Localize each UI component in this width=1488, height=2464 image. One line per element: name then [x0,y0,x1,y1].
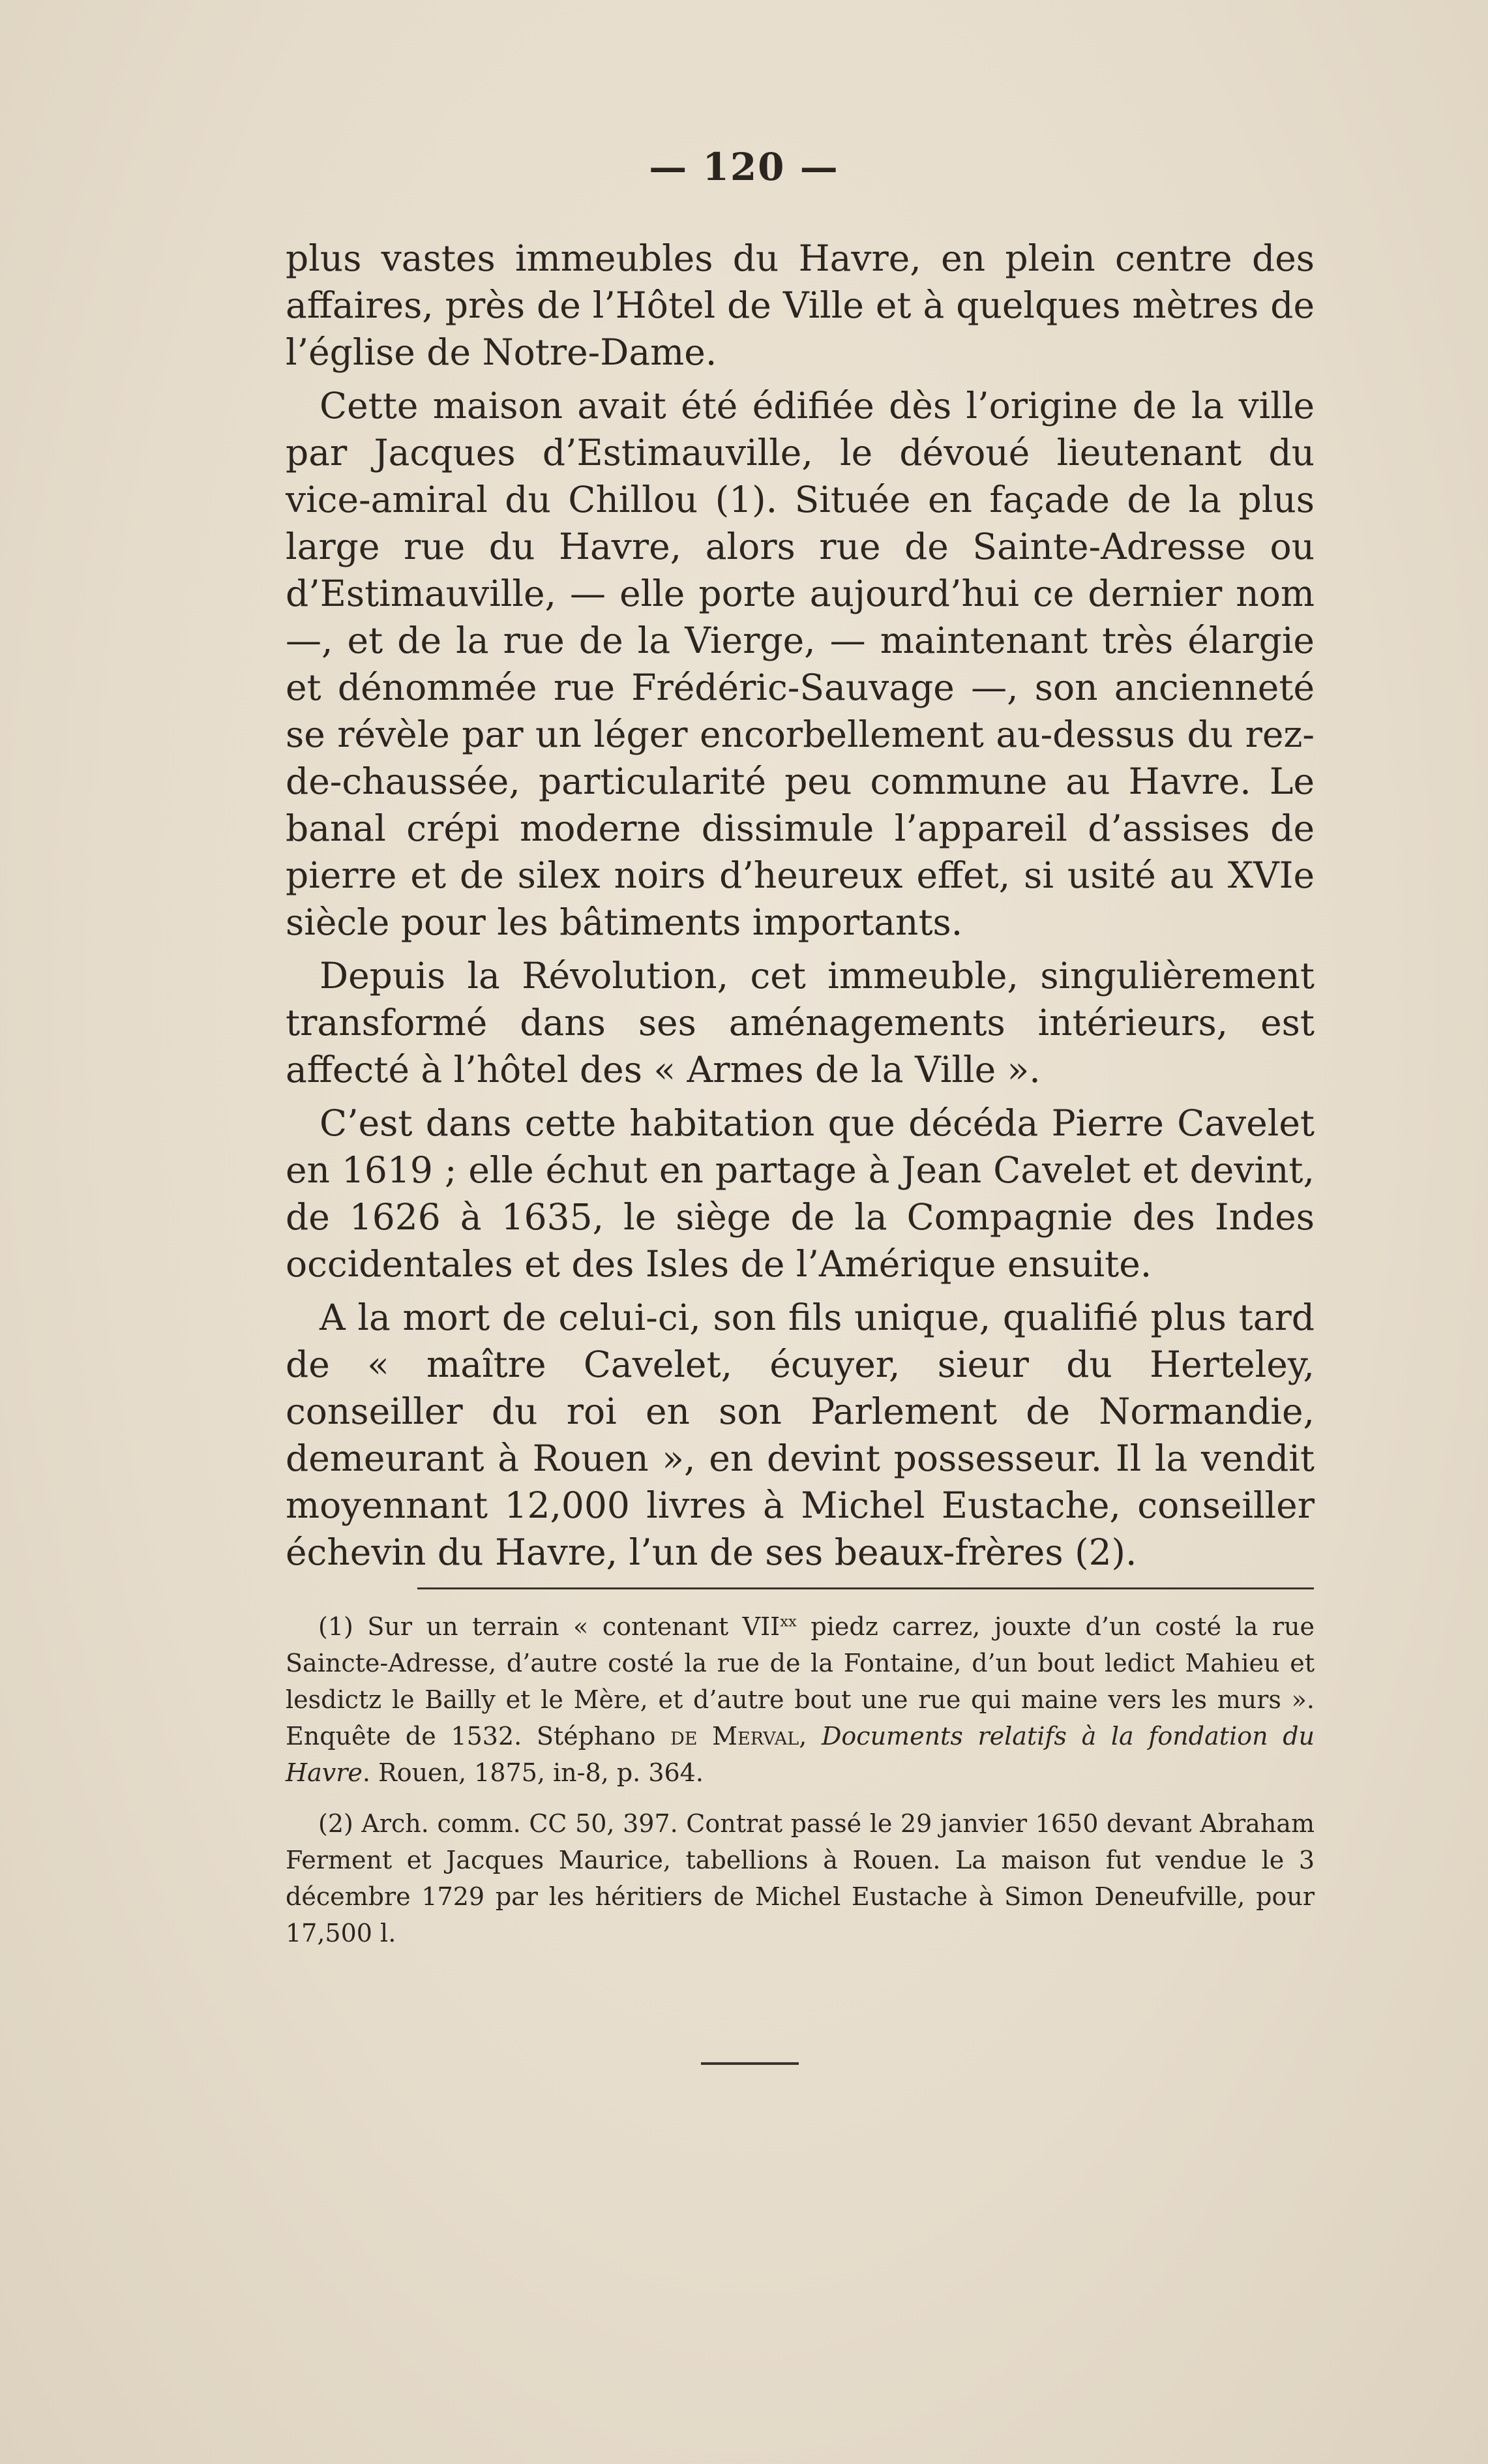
footnotes [286,1608,1315,1966]
paragraph-house-history: Cette maison avait été édifiée dès l’origine de la ville par Jacques d’Estimauville, le dévoué lieutenant du vice-amiral du Chillou (1). Située en façade de la plus large rue du Havre, alors rue de Sainte-Adresse ou d’Estimauville, — elle porte aujourd’hui ce dernier nom —, et de la rue de la Vierge, — maintenant très élargie et dénommée rue Frédéric-Sauvage —, son ancienneté se révèle par un léger encorbellement au-dessus du rez-de-chaussée, particularité peu commune au Havre. Le banal crépi moderne dissimule l’appareil d’assises de pierre et de silex noirs d’heureux effet, si usité au XVIe siècle pour les bâtiments importants. [286,385,1315,943]
footnote-author: de Merval [670,1722,799,1750]
end-ornament-rule [701,2062,799,2065]
paragraph-revolution: Depuis la Révolution, cet immeuble, singulièrement transformé dans ses aménagements intérieurs, est affecté à l’hôtel des « Armes de la Ville ». [286,955,1315,1090]
footnote-1: (1) Sur un terrain « contenant VII$^{xx}$ piedz carrez, jouxte d’un costé la rue Saincte-Adresse, d’autre costé la rue de la Fontaine, d’un bout ledict Mahieu et lesdictz le Bailly et le Mère, et d’autre bout une rue qui maine vers les murs ». Enquête de 1532. Stéphano de Merval, Documents relatifs à la fondation du Havre. Rouen, 1875, in-8, p. 364. [286,1612,1315,1787]
main-text [286,235,1315,1582]
page-number: — 120 — [649,145,839,189]
footnote-separator [417,1587,1314,1589]
paragraph-cavelet: C’est dans cette habitation que décéda Pierre Cavelet en 1619 ; elle échut en partage à Jean Cavelet et devint, de 1626 à 1635, le siège de la Compagnie des Indes occidentales et des Isles de l’Amérique ensuite. [286,1102,1315,1285]
paragraph-continuation: plus vastes immeubles du Havre, en plein centre des affaires, près de l’Hôtel de Ville et à quelques mètres de l’église de Notre-Dame. [286,237,1315,373]
footnote-2: (2) Arch. comm. CC 50, 397. Contrat passé le 29 janvier 1650 devant Abraham Ferment et Jacques Maurice, tabellions à Rouen. La maison fut vendue le 3 décembre 1729 par les héritiers de Michel Eustache à Simon Deneufville, pour 17,500 l. [286,1809,1315,1947]
paragraph-sale: A la mort de celui-ci, son fils unique, qualifié plus tard de « maître Cavelet, écuyer, sieur du Herteley, conseiller du roi en son Parlement de Normandie, demeurant à Rouen », en devint possesseur. Il la vendit moyennant 12,000 livres à Michel Eustache, conseiller échevin du Havre, l’un de ses beaux-frères (2). [286,1297,1315,1573]
footnote-book-title: Documents relatifs à la fondation du Havre [286,1722,1315,1787]
